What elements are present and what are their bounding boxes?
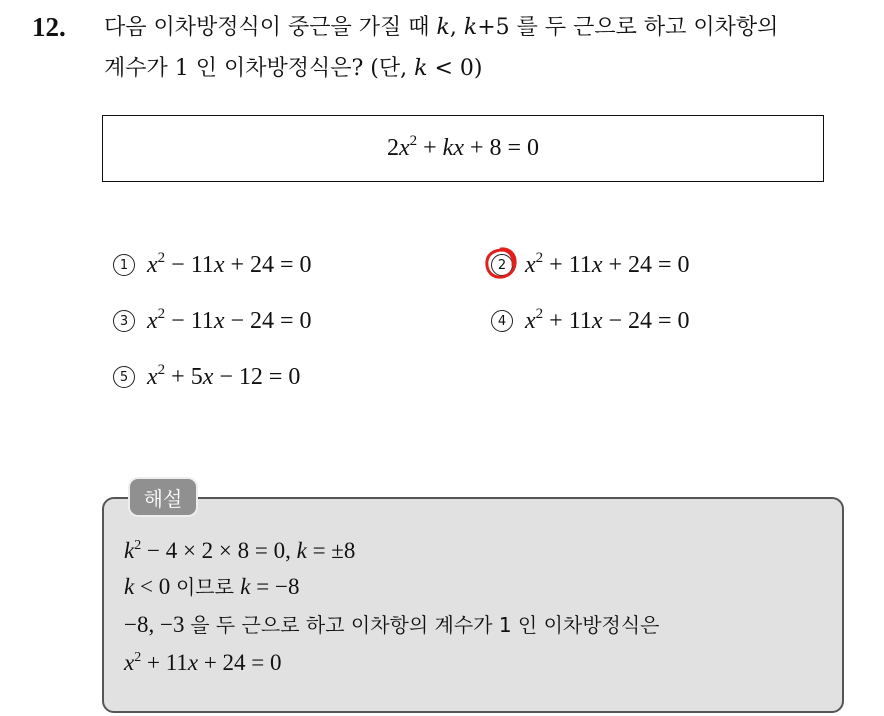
term: − 24 = 0 — [602, 307, 690, 334]
term: + 5 — [165, 363, 203, 390]
var-k: k — [240, 574, 251, 599]
term: + 11 — [543, 307, 592, 334]
var-x: x — [187, 650, 199, 675]
var-k: k — [414, 56, 428, 81]
solution-line-2 — [124, 572, 299, 602]
equation-rest: + 8 = 0 — [463, 135, 540, 161]
var-x: x — [591, 251, 603, 278]
choice-number: 4 — [491, 310, 513, 332]
choice-4[interactable] — [491, 304, 690, 338]
term: + 24 = 0 — [198, 650, 282, 675]
choice-number: 1 — [113, 254, 135, 276]
term: + 24 = 0 — [602, 251, 690, 278]
var-k: k — [124, 538, 135, 563]
plus-five: +5 — [477, 15, 510, 40]
choice-2[interactable] — [491, 248, 690, 282]
var-x: x — [147, 251, 158, 278]
question-text-line-1 — [104, 11, 874, 45]
choice-equation — [525, 249, 690, 279]
exponent: 2 — [409, 133, 418, 149]
term: < 0 — [134, 574, 176, 599]
solution-line-1 — [124, 536, 355, 566]
term: = −8 — [250, 574, 300, 599]
solution-box — [102, 497, 844, 713]
var-x: x — [147, 307, 158, 334]
exponent: 2 — [535, 249, 544, 266]
op: + — [417, 135, 443, 161]
var-x: x — [213, 307, 225, 334]
term: − 24 = 0 — [224, 307, 312, 334]
term: − 11 — [165, 251, 214, 278]
var-x: x — [147, 363, 158, 390]
var-k: k — [436, 15, 450, 40]
solution-label: 해설 — [128, 477, 198, 517]
given-equation-box — [102, 115, 824, 182]
var-x: x — [525, 307, 536, 334]
var-k: k — [296, 538, 307, 563]
coef: 2 — [386, 135, 399, 161]
korean-text: 이므로 — [175, 575, 241, 599]
solution-line-3 — [124, 610, 660, 640]
roots: −8, −3 — [124, 612, 191, 637]
var-k: k — [463, 15, 478, 40]
choice-number: 3 — [113, 310, 135, 332]
var-x: x — [525, 251, 536, 278]
term: + 11 — [543, 251, 592, 278]
var-x: x — [398, 135, 410, 161]
given-equation — [387, 135, 539, 162]
question-text: 를 두 근으로 하고 이차항의 — [509, 15, 779, 40]
choice-equation — [147, 361, 301, 391]
question-text: 계수가 1 인 이차방정식은? (단, — [104, 56, 415, 81]
exponent: 2 — [134, 650, 142, 665]
choice-number: 5 — [113, 366, 135, 388]
choice-3[interactable] — [113, 304, 312, 338]
choice-number — [491, 254, 513, 276]
term: + 24 = 0 — [224, 251, 312, 278]
var-x: x — [453, 135, 464, 161]
choice-5[interactable] — [113, 360, 300, 394]
exponent: 2 — [535, 305, 544, 322]
term: + 11 — [141, 650, 188, 675]
var-x: x — [124, 650, 135, 675]
var-x: x — [591, 307, 603, 334]
exponent: 2 — [157, 361, 166, 378]
choice-1[interactable] — [113, 248, 312, 282]
term: − 11 — [165, 307, 214, 334]
var-x: x — [202, 363, 214, 390]
exponent: 2 — [157, 305, 166, 322]
var-k: k — [442, 135, 454, 161]
term: = ±8 — [306, 538, 356, 563]
comma: , — [449, 15, 464, 40]
choice-equation — [147, 305, 312, 335]
question-text: 다음 이차방정식이 중근을 가질 때 — [104, 15, 437, 40]
korean-text: 을 두 근으로 하고 이차항의 계수가 1 인 이차방정식은 — [190, 613, 660, 637]
term: − 4 × 2 × 8 = 0, — [141, 538, 297, 563]
solution-line-4 — [124, 648, 282, 678]
question-text-line-2 — [104, 52, 874, 86]
condition: < 0) — [427, 56, 483, 81]
choice-equation — [147, 249, 312, 279]
choice-equation — [525, 305, 690, 335]
exponent: 2 — [134, 538, 142, 553]
choice-number-text: 2 — [497, 257, 507, 273]
var-x: x — [213, 251, 225, 278]
exponent: 2 — [157, 249, 166, 266]
term: − 12 = 0 — [213, 363, 301, 390]
var-k: k — [124, 574, 135, 599]
question-number: 12. — [32, 12, 66, 42]
